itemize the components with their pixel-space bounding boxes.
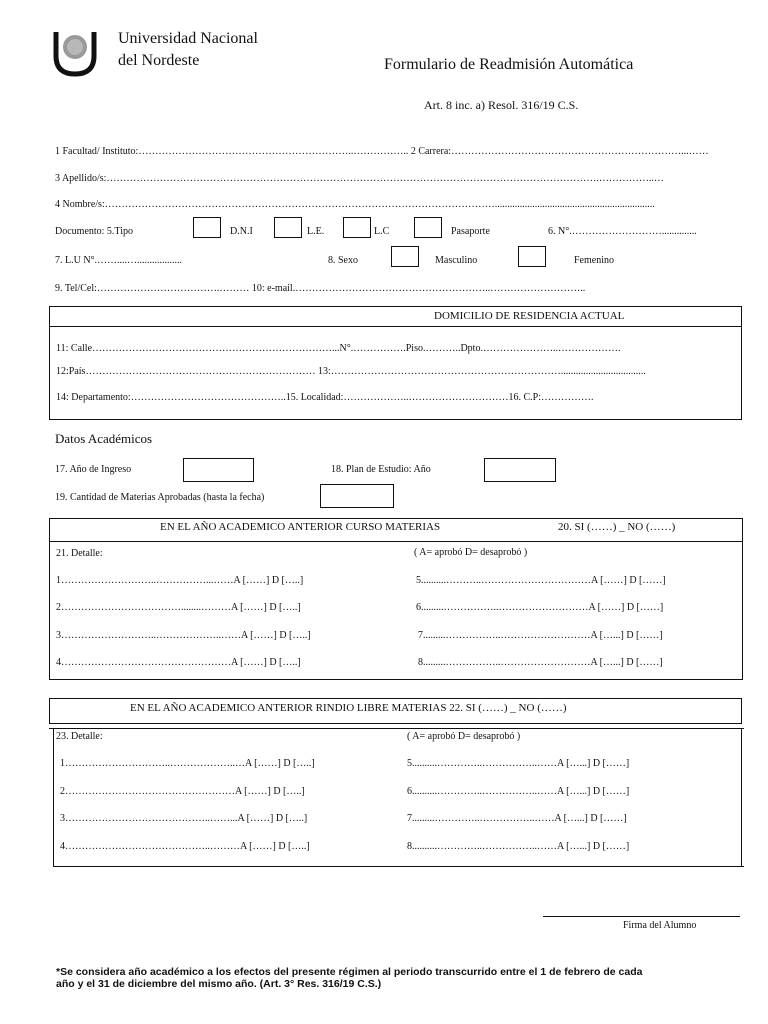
sex-female-checkbox[interactable]	[518, 246, 546, 267]
sex-male-checkbox[interactable]	[391, 246, 419, 267]
approved-count-input[interactable]	[320, 484, 394, 508]
form-title: Formulario de Readmisión Automática	[384, 56, 634, 73]
doc-dni-checkbox[interactable]	[193, 217, 221, 238]
doc-le-label: L.E.	[307, 226, 325, 237]
free-header[interactable]: EN EL AÑO ACADEMICO ANTERIOR RINDIO LIBRE MATERIAS 22. SI (……) _ NO (……)	[130, 702, 567, 714]
free-row-6[interactable]: 6..........…………..……………..……A […...] D [……]	[407, 786, 630, 797]
article-reference: Art. 8 inc. a) Resol. 316/19 C.S.	[424, 98, 579, 112]
coursed-row-2[interactable]: 2………………………………........………A [……] D […..]	[56, 602, 301, 613]
approved-count-label: 19. Cantidad de Materias Aprobadas (hasta la fecha)	[55, 492, 265, 503]
name-field[interactable]: 4 Nombre/s:………………………………………………………………………………………………………................................................................	[55, 199, 655, 210]
doc-passport-label: Pasaporte	[451, 226, 490, 237]
doc-passport-checkbox[interactable]	[414, 217, 442, 238]
free-row-3[interactable]: 3……………………………………..……...A [……] D […..]	[60, 813, 308, 824]
doc-le-checkbox[interactable]	[274, 217, 302, 238]
coursed-legend: ( A= aprobó D= desaprobó )	[414, 547, 528, 558]
sex-male-label: Masculino	[435, 255, 478, 266]
coursed-detail-label: 21. Detalle:	[56, 548, 103, 559]
free-row-7[interactable]: 7.........…………..……………..……A […...] D [……]	[407, 813, 627, 824]
entry-year-label: 17. Año de Ingreso	[55, 464, 132, 475]
study-plan-label: 18. Plan de Estudio: Año	[331, 464, 431, 475]
free-row-4[interactable]: 4……………………………………..………A [……] D […..]	[60, 841, 310, 852]
doc-number-field[interactable]: 6. N°.………………………..............	[548, 226, 697, 237]
free-left-rule	[53, 728, 54, 866]
doc-dni-label: D.N.I	[230, 226, 253, 237]
academic-section-title: Datos Académicos	[55, 431, 153, 446]
free-row-2[interactable]: 2……………………………………………A [……] D […..]	[60, 786, 305, 797]
footnote-line-1: *Se considera año académico a los efectos del presente régimen al periodo transcurrido entre el 1 de febrero de cada	[56, 966, 643, 978]
coursed-row-6[interactable]: 6.........……………..………………………A [……] D [……]	[416, 602, 664, 613]
coursed-row-1[interactable]: 1………………………..……………...……A [……] D […..]	[56, 575, 304, 586]
university-name-line1: Universidad Nacional	[118, 30, 258, 47]
free-right-rule	[741, 728, 742, 866]
coursed-row-5[interactable]: 5..........………..……………………………A [……] D [……]	[416, 575, 666, 586]
study-plan-input[interactable]	[484, 458, 556, 482]
doc-lc-label: L.C	[374, 226, 390, 237]
signature-line[interactable]	[543, 916, 740, 917]
sex-female-label: Femenino	[574, 255, 614, 266]
document-type-label: Documento: 5.Tipo	[55, 226, 133, 237]
coursed-row-3[interactable]: 3………………………..………………..……A [……] D […..]	[56, 630, 311, 641]
coursed-header-divider	[49, 541, 743, 542]
university-name-line2: del Nordeste	[118, 52, 200, 69]
entry-year-input[interactable]	[183, 458, 254, 482]
country-field[interactable]: 12:País…………………………………………………………… 13:……………………………………………………………..................................	[56, 366, 646, 377]
free-top-rule	[49, 728, 744, 729]
signature-label: Firma del Alumno	[623, 920, 697, 931]
residence-header-divider	[49, 326, 742, 327]
street-field[interactable]: 11: Calle………………………………………………………………...N°.…………….Piso.………..Dpto.…………………..……………….	[56, 343, 621, 354]
coursed-section	[49, 518, 743, 680]
coursed-row-4[interactable]: 4……………………………………………A [……] D […..]	[56, 657, 301, 668]
coursed-row-7[interactable]: 7.........……………..………………………A […...] D [……]	[418, 630, 663, 641]
free-legend: ( A= aprobó D= desaprobó )	[407, 731, 521, 742]
free-row-1[interactable]: 1…………………………..………………..…A [……] D […..]	[60, 758, 315, 769]
free-bottom-rule	[53, 866, 744, 867]
unne-logo-icon	[52, 30, 98, 78]
department-locality-cp-field[interactable]: 14: Departamento:………………………………………..15. Localidad:………………..…………………………16. C.P:…………….	[56, 392, 594, 403]
doc-lc-checkbox[interactable]	[343, 217, 371, 238]
free-row-5[interactable]: 5..........…………..……………..……A […...] D [……]	[407, 758, 630, 769]
sex-label: 8. Sexo	[328, 255, 358, 266]
residence-title: DOMICILIO DE RESIDENCIA ACTUAL	[434, 310, 625, 322]
coursed-row-8[interactable]: 8.........……………..………………………A […...] D [……]	[418, 657, 663, 668]
lun-field[interactable]: 7. L.U N°.……....…..................	[55, 255, 183, 266]
free-row-8[interactable]: 8..........…………..……………..……A […...] D [……]	[407, 841, 630, 852]
surname-field[interactable]: 3 Apellido/s:………………………………………………………………………………………………………………………………….……………..…	[55, 173, 664, 184]
faculty-career-field[interactable]: 1 Facultad/ Instituto:………………………………………………………..…………….. 2 Carrera:……………………………………………………………...……	[55, 146, 709, 157]
university-logo	[52, 30, 98, 78]
footnote-line-2: año y el 31 de diciembre del mismo año. (Art. 3° Res. 316/19 C.S.)	[56, 978, 382, 990]
free-detail-label: 23. Detalle:	[56, 731, 103, 742]
tel-email-field[interactable]: 9. Tel/Cel:……………………………….……… 10: e-mail.…………………………………………………..………………………..	[55, 283, 586, 294]
coursed-question[interactable]: 20. SI (……) _ NO (……)	[558, 521, 676, 533]
coursed-header: EN EL AÑO ACADEMICO ANTERIOR CURSO MATERIAS	[160, 521, 441, 533]
